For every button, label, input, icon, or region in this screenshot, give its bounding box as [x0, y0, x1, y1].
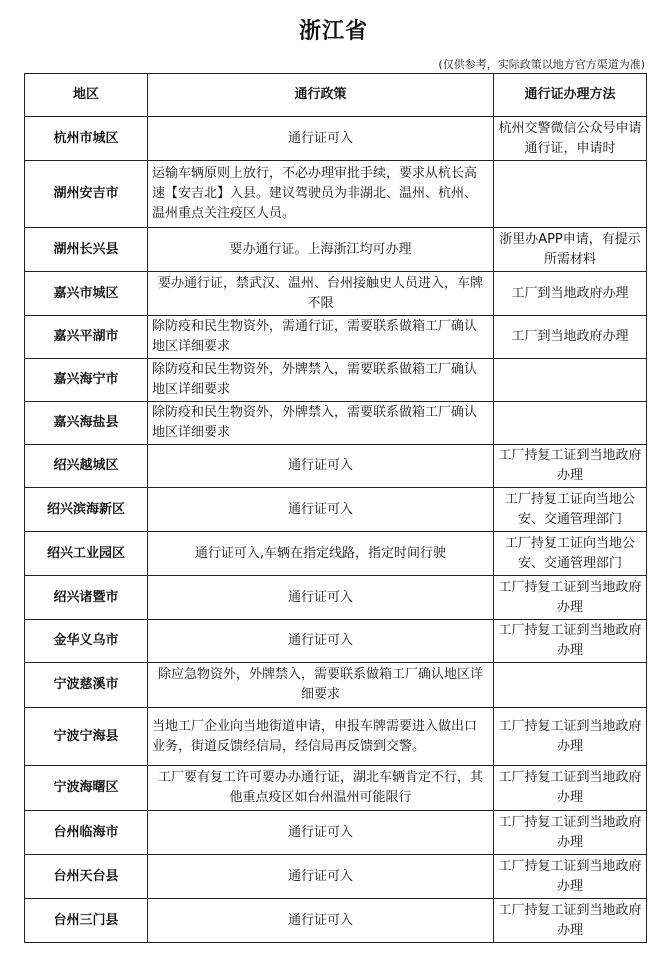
region-cell: 台州天台县 — [25, 855, 148, 899]
method-cell: 工厂持复工证到当地政府办理 — [494, 445, 647, 488]
table-row — [25, 811, 647, 855]
policy-cell: 除防疫和民生物资外，外牌禁入，需要联系做箱工厂确认地区详细要求 — [148, 359, 494, 402]
policy-cell: 通行证可入 — [148, 855, 494, 899]
policy-cell: 通行证可入 — [148, 117, 494, 161]
policy-cell: 除应急物资外，外牌禁入，需要联系做箱工厂确认地区详细要求 — [148, 663, 494, 708]
table-row — [25, 488, 647, 532]
method-cell: 工厂持复工证到当地政府办理 — [494, 620, 647, 663]
table-row — [25, 402, 647, 445]
header-policy: 通行政策 — [148, 74, 494, 117]
table-row — [25, 272, 647, 316]
table-row — [25, 532, 647, 576]
method-cell — [494, 402, 647, 445]
table-header-row — [25, 74, 647, 117]
method-cell: 工厂持复工证到当地政府办理 — [494, 576, 647, 620]
policy-cell: 通行证可入 — [148, 620, 494, 663]
table-row — [25, 576, 647, 620]
method-cell: 工厂持复工证向当地公安、交通管理部门 — [494, 488, 647, 532]
method-cell: 工厂到当地政府办理 — [494, 316, 647, 359]
region-cell: 绍兴越城区 — [25, 445, 148, 488]
region-cell: 台州三门县 — [25, 899, 148, 943]
region-cell: 绍兴工业园区 — [25, 532, 148, 576]
table-row — [25, 620, 647, 663]
policy-cell: 除防疫和民生物资外，需通行证，需要联系做箱工厂确认地区详细要求 — [148, 316, 494, 359]
policy-cell: 通行证可入,车辆在指定线路，指定时间行驶 — [148, 532, 494, 576]
region-cell: 宁波慈溪市 — [25, 663, 148, 708]
policy-cell: 工厂要有复工许可要办办通行证，湖北车辆肯定不行，其他重点疫区如台州温州可能限行 — [148, 766, 494, 811]
method-cell: 工厂持复工证到当地政府办理 — [494, 811, 647, 855]
method-cell: 工厂持复工证向当地公安、交通管理部门 — [494, 532, 647, 576]
table-row — [25, 899, 647, 943]
policy-cell: 通行证可入 — [148, 899, 494, 943]
region-cell: 宁波宁海县 — [25, 708, 148, 766]
page-title: 浙江省 — [298, 19, 368, 44]
header-method: 通行证办理方法 — [494, 74, 647, 117]
policy-cell: 除防疫和民生物资外，外牌禁入，需要联系做箱工厂确认地区详细要求 — [148, 402, 494, 445]
region-cell: 湖州长兴县 — [25, 228, 148, 272]
region-cell: 嘉兴海盐县 — [25, 402, 148, 445]
header-region: 地区 — [25, 74, 148, 117]
region-cell: 嘉兴平湖市 — [25, 316, 148, 359]
policy-cell: 要办通行证，禁武汉、温州、台州接触史人员进入，车牌不限 — [148, 272, 494, 316]
policy-table — [24, 73, 647, 943]
method-cell — [494, 359, 647, 402]
policy-cell: 要办通行证。上海浙江均可办理 — [148, 228, 494, 272]
table-row — [25, 708, 647, 766]
region-cell: 绍兴诸暨市 — [25, 576, 148, 620]
policy-cell: 当地工厂企业向当地街道申请，申报车牌需要进入做出口业务，街道反馈经信局，经信局再反馈到交警。 — [148, 708, 494, 766]
disclaimer-note: (仅供参考，实际政策以地方官方渠道为准) — [438, 58, 645, 71]
policy-cell: 通行证可入 — [148, 488, 494, 532]
table-row — [25, 359, 647, 402]
method-cell — [494, 161, 647, 228]
region-cell: 湖州安吉市 — [25, 161, 148, 228]
table-row — [25, 766, 647, 811]
policy-cell: 通行证可入 — [148, 811, 494, 855]
method-cell — [494, 663, 647, 708]
region-cell: 杭州市城区 — [25, 117, 148, 161]
table-row — [25, 161, 647, 228]
region-cell: 绍兴滨海新区 — [25, 488, 148, 532]
method-cell: 工厂持复工证到当地政府办理 — [494, 766, 647, 811]
region-cell: 台州临海市 — [25, 811, 148, 855]
region-cell: 金华义乌市 — [25, 620, 148, 663]
policy-cell: 通行证可入 — [148, 576, 494, 620]
method-cell: 浙里办APP申请，有提示所需材料 — [494, 228, 647, 272]
table-row — [25, 445, 647, 488]
table-row — [25, 117, 647, 161]
method-cell: 工厂到当地政府办理 — [494, 272, 647, 316]
table-row — [25, 228, 647, 272]
method-cell: 杭州交警微信公众号申请通行证，申请时 — [494, 117, 647, 161]
method-cell: 工厂持复工证到当地政府办理 — [494, 899, 647, 943]
table-row — [25, 663, 647, 708]
table-row — [25, 316, 647, 359]
policy-cell: 通行证可入 — [148, 445, 494, 488]
region-cell: 嘉兴市城区 — [25, 272, 148, 316]
policy-cell: 运输车辆原则上放行，不必办理审批手续，要求从杭长高速【安吉北】入县。建议驾驶员为非湖北、温州、杭州、温州重点关注疫区人员。 — [148, 161, 494, 228]
table-row — [25, 855, 647, 899]
method-cell: 工厂持复工证到当地政府办理 — [494, 855, 647, 899]
region-cell: 宁波海曙区 — [25, 766, 148, 811]
region-cell: 嘉兴海宁市 — [25, 359, 148, 402]
method-cell: 工厂持复工证到当地政府办理 — [494, 708, 647, 766]
